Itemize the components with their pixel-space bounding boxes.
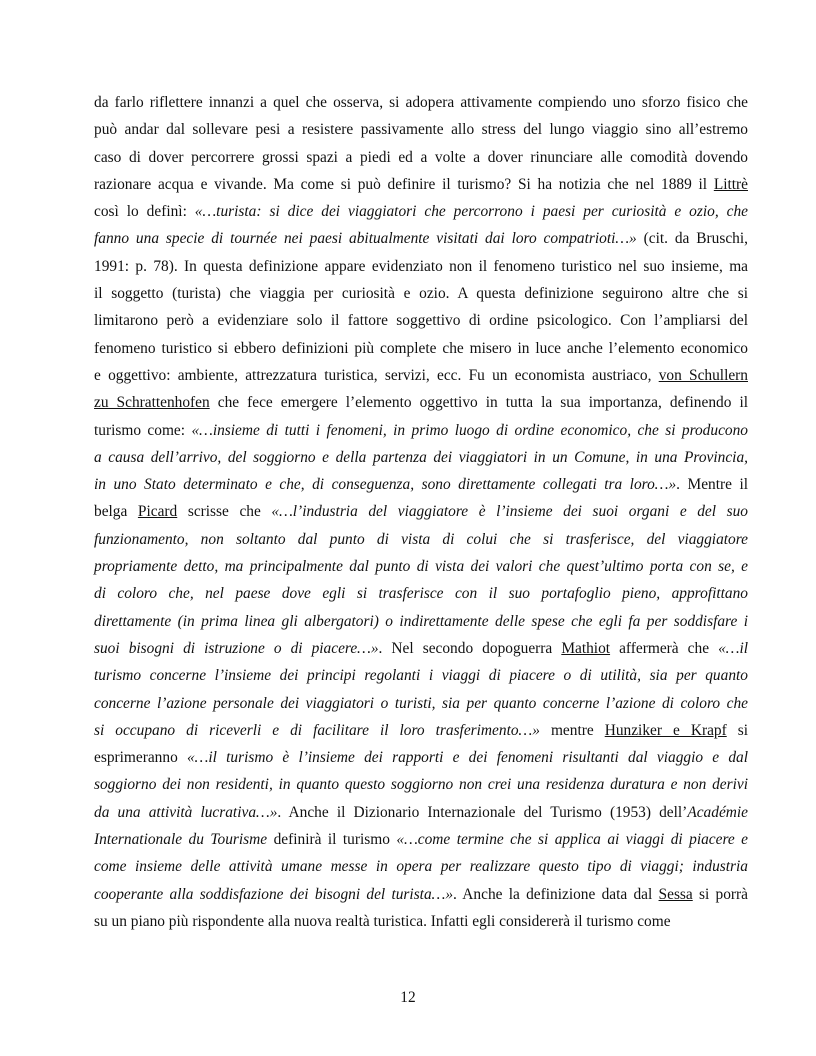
italic-quote: si occupano di riceverli e di facilitare il loro trasferimento…» bbox=[94, 721, 540, 739]
italic-quote: «…come termine che si applica ai viaggi di piacere e bbox=[396, 831, 748, 849]
text-run: belga bbox=[94, 503, 138, 521]
text-line bbox=[94, 853, 748, 880]
underlined-name: Hunziker e Krapf bbox=[604, 721, 727, 739]
text-line bbox=[94, 744, 748, 771]
text-run: 1991: p. 78). In questa definizione appare evidenziato non il fenomeno turistico nel suo insieme, ma bbox=[94, 257, 748, 275]
text-run: affermerà che bbox=[610, 639, 719, 657]
text-line bbox=[94, 826, 748, 853]
italic-quote: cooperante alla soddisfazione dei bisogni del turista…» bbox=[94, 885, 454, 903]
underlined-name: Picard bbox=[137, 503, 178, 521]
text-line bbox=[94, 198, 748, 225]
text-line bbox=[94, 498, 748, 525]
italic-quote: concerne l’azione personale dei viaggiatori o turisti, sia per quanto concerne l’azione di coloro che bbox=[94, 694, 748, 712]
text-line bbox=[94, 171, 748, 198]
italic-quote: «…insieme di tutti i fenomeni, in primo luogo di ordine economico, che si producono bbox=[191, 421, 748, 439]
underlined-name: Littrè bbox=[713, 175, 748, 193]
italic-quote: a causa dell’arrivo, del soggiorno e della partenza dei viaggiatori in un Comune, in una Provincia, bbox=[94, 448, 748, 466]
italic-quote: suoi bisogni di istruzione o di piacere…» bbox=[94, 639, 379, 657]
text-line bbox=[94, 225, 748, 252]
text-line bbox=[94, 144, 748, 171]
text-run: (cit. da Bruschi, bbox=[636, 230, 748, 248]
italic-quote: di coloro che, nel paese dove egli si trasferisce con il suo portafoglio pieno, approfittano bbox=[94, 585, 748, 603]
italic-quote: «…il turismo è l’insieme dei rapporti e dei fenomeni risultanti dal viaggio e dal bbox=[186, 749, 749, 767]
text-run: fenomeno turistico si ebbero definizioni più complete che misero in luce anche l’elemento economico bbox=[94, 339, 748, 357]
italic-quote: come insieme delle attività umane messe in opera per realizzare questo tipo di viaggi; industria bbox=[94, 858, 748, 876]
text-line bbox=[94, 799, 748, 826]
italic-quote: propriamente detto, ma principalmente dal punto di vista dei valori che quest’ultimo porta con se, e bbox=[94, 558, 748, 576]
italic-quote: turismo concerne l’insieme dei principi regolanti i viaggi di piacere o di utilità, sia per quanto bbox=[94, 667, 748, 685]
text-run: su un piano più rispondente alla nuova realtà turistica. Infatti egli considererà il turismo come bbox=[94, 912, 671, 930]
underlined-name: Sessa bbox=[658, 885, 693, 903]
italic-quote: direttamente (in prima linea gli albergatori) o indirettamente delle spese che egli fa per soddisfare i bbox=[94, 612, 748, 630]
text-line bbox=[94, 690, 748, 717]
italic-quote: in uno Stato determinato e che, di conseguenza, sono direttamente collegati tra loro…» bbox=[94, 476, 677, 494]
text-run: . Anche la definizione data dal bbox=[453, 885, 659, 903]
italic-quote: «…il bbox=[718, 639, 749, 657]
text-line bbox=[94, 116, 748, 143]
text-run: mentre bbox=[539, 721, 605, 739]
text-line bbox=[94, 335, 748, 362]
italic-quote: «…turista: si dice dei viaggiatori che percorrono i paesi per curiosità e ozio, che bbox=[194, 203, 748, 221]
text-run: così lo definì: bbox=[94, 203, 195, 221]
text-line bbox=[94, 307, 748, 334]
text-line bbox=[94, 471, 748, 498]
text-line bbox=[94, 526, 748, 553]
italic-quote: soggiorno dei non residenti, in quanto questo soggiorno non crei una residenza duratura e non derivi bbox=[94, 776, 748, 794]
text-line bbox=[94, 362, 748, 389]
text-line bbox=[94, 417, 748, 444]
text-run: caso di dover percorrere grossi spazi a piedi ed a volte a dover rinunciare alle comodità dovendo bbox=[94, 148, 748, 166]
text-line bbox=[94, 635, 748, 662]
text-run: si porrà bbox=[692, 885, 749, 903]
text-run: si bbox=[726, 721, 748, 739]
italic-quote: Académie bbox=[687, 803, 749, 821]
text-run: . Nel secondo dopoguerra bbox=[378, 639, 562, 657]
text-line bbox=[94, 717, 748, 744]
text-line bbox=[94, 553, 748, 580]
text-line bbox=[94, 253, 748, 280]
italic-quote: fanno una specie di tournée nei paesi abitualmente visitati dai loro compatrioti…» bbox=[94, 230, 637, 248]
text-line bbox=[94, 580, 748, 607]
text-run: razionare acqua e vivande. Ma come si può definire il turismo? Si ha notizia che nel 1889 il bbox=[94, 175, 714, 193]
underlined-name: von Schullern bbox=[658, 366, 748, 384]
text-line bbox=[94, 662, 748, 689]
text-line bbox=[94, 389, 748, 416]
text-run: può andar dal sollevare pesi a resistere passivamente allo stress del lungo viaggio sino all’estremo bbox=[94, 121, 748, 139]
text-run: . Mentre il bbox=[676, 476, 749, 494]
document-body bbox=[94, 89, 748, 935]
text-run: scrisse che bbox=[177, 503, 272, 521]
underlined-name: Mathiot bbox=[561, 639, 611, 657]
text-line bbox=[94, 881, 748, 908]
text-run: da farlo riflettere innanzi a quel che osserva, si adopera attivamente compiendo uno sforzo fisico che bbox=[94, 94, 748, 111]
underlined-name: zu Schrattenhofen bbox=[94, 394, 210, 412]
italic-quote: da una attività lucrativa…» bbox=[94, 803, 278, 821]
text-line bbox=[94, 608, 748, 635]
text-run: turismo come: bbox=[94, 421, 192, 439]
text-line bbox=[94, 908, 748, 935]
page-number: 12 bbox=[400, 989, 416, 1006]
text-run: limitarono però a evidenziare solo il fattore soggettivo di ordine psicologico. Con l’ampliarsi del bbox=[94, 312, 748, 330]
text-line bbox=[94, 89, 748, 116]
text-line bbox=[94, 280, 748, 307]
text-run: che fece emergere l’elemento oggettivo in tutta la sua importanza, definendo il bbox=[209, 394, 748, 412]
text-line bbox=[94, 444, 748, 471]
text-line bbox=[94, 771, 748, 798]
text-run: definirà il turismo bbox=[267, 831, 397, 849]
text-run: . Anche il Dizionario Internazionale del Turismo (1953) dell’ bbox=[277, 803, 688, 821]
text-run: e oggettivo: ambiente, attrezzatura turistica, servizi, ecc. Fu un economista austriaco, bbox=[94, 366, 659, 384]
italic-quote: «…l’industria del viaggiatore è l’insieme dei suoi organi e del suo bbox=[271, 503, 748, 521]
italic-quote: Internationale du Tourisme bbox=[94, 831, 268, 849]
text-run: il soggetto (turista) che viaggia per curiosità e ozio. A questa definizione seguirono altre che si bbox=[94, 285, 748, 303]
italic-quote: funzionamento, non soltanto dal punto di vista di colui che si trasferisce, del viaggiatore bbox=[94, 530, 748, 548]
text-run: esprimeranno bbox=[94, 749, 187, 767]
